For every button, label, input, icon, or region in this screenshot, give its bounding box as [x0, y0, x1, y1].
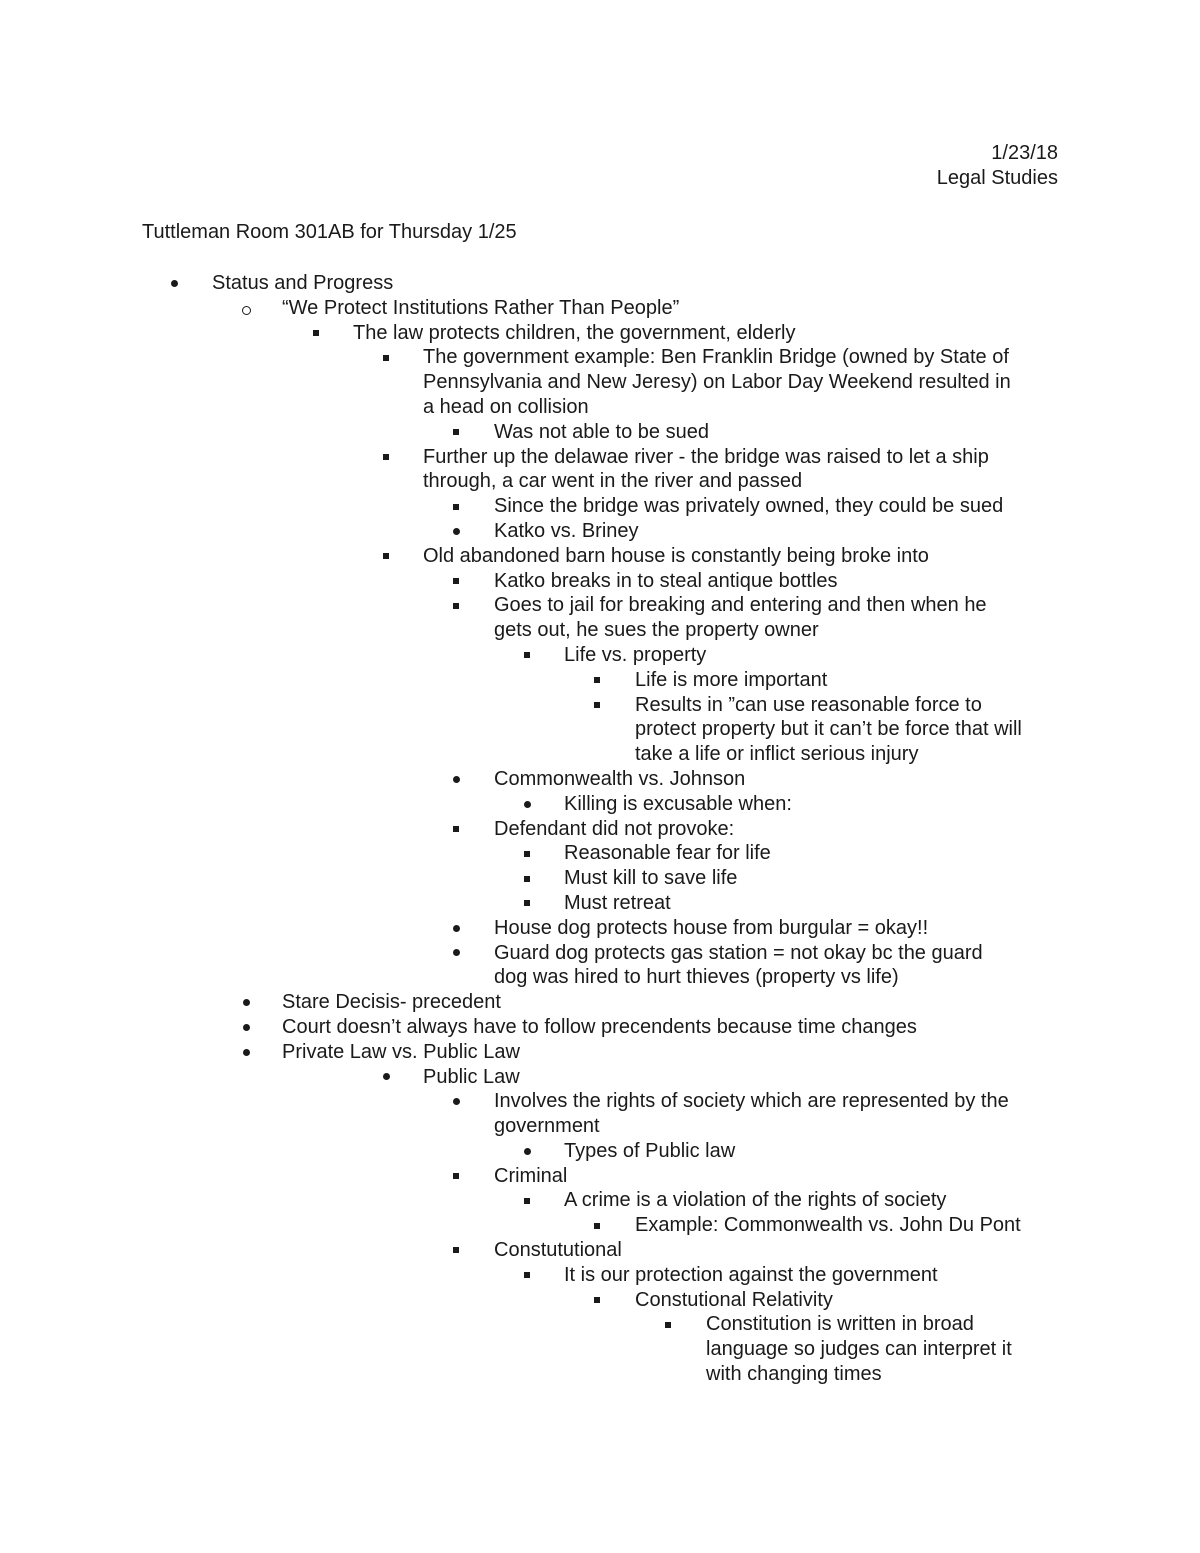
- list-item-text: The law protects children, the government, elderly: [353, 321, 796, 344]
- disc-bullet-icon: [167, 271, 181, 296]
- list-item-text: Private Law vs. Public Law: [282, 1040, 520, 1063]
- list-item-text: Example: Commonwealth vs. John Du Pont: [635, 1214, 1021, 1237]
- list-item-text: It is our protection against the government: [564, 1263, 938, 1286]
- list-item-text: Goes to jail for breaking and entering and then when he: [494, 594, 987, 617]
- list-item: [0, 1238, 1200, 1263]
- list-item-text: Constututional: [494, 1239, 622, 1262]
- list-item-text: Must kill to save life: [564, 867, 738, 890]
- square-bullet-icon: [590, 1288, 604, 1313]
- list-item-text: Involves the rights of society which are represented by the: [494, 1090, 1009, 1113]
- list-item-text: Killing is excusable when:: [564, 792, 792, 815]
- list-item-text: The government example: Ben Franklin Bridge (owned by State of: [423, 346, 1009, 369]
- list-item: [0, 395, 1200, 420]
- square-bullet-icon: [520, 1263, 534, 1288]
- list-item-text: take a life or inflict serious injury: [635, 743, 919, 766]
- list-item-text: Commonwealth vs. Johnson: [494, 767, 746, 790]
- list-item: [0, 370, 1200, 395]
- disc-bullet-icon: [449, 767, 463, 792]
- square-bullet-icon: [520, 1188, 534, 1213]
- list-item: [0, 544, 1200, 569]
- list-item: [0, 569, 1200, 594]
- list-item: [0, 668, 1200, 693]
- square-bullet-icon: [379, 544, 393, 569]
- list-item-text: Public Law: [423, 1065, 520, 1088]
- list-item-text: Katko vs. Briney: [494, 519, 639, 542]
- list-item: [0, 1065, 1200, 1090]
- list-item: [0, 469, 1200, 494]
- list-item: [0, 965, 1200, 990]
- list-item: [0, 1312, 1200, 1337]
- notes-outline: [0, 271, 1200, 1387]
- list-item: [0, 1213, 1200, 1238]
- list-item: [0, 494, 1200, 519]
- list-item-text: Court doesn’t always have to follow precendents because time changes: [282, 1015, 917, 1038]
- square-bullet-icon: [449, 1238, 463, 1263]
- square-bullet-icon: [449, 1164, 463, 1189]
- list-item: [0, 296, 1200, 321]
- list-item: [0, 891, 1200, 916]
- list-item: [0, 618, 1200, 643]
- list-item-text: a head on collision: [423, 395, 589, 418]
- list-item-text: protect property but it can’t be force that will: [635, 718, 1022, 741]
- square-bullet-icon: [590, 693, 604, 718]
- list-item: [0, 1188, 1200, 1213]
- square-bullet-icon: [449, 569, 463, 594]
- list-item: [0, 767, 1200, 792]
- list-item-text: House dog protects house from burgular = okay!!: [494, 916, 929, 939]
- disc-bullet-icon: [239, 990, 253, 1015]
- disc-bullet-icon: [379, 1065, 393, 1090]
- list-item-text: Life is more important: [635, 668, 828, 691]
- list-item-text: with changing times: [706, 1363, 882, 1386]
- disc-bullet-icon: [239, 1040, 253, 1065]
- square-bullet-icon: [379, 345, 393, 370]
- list-item: [0, 792, 1200, 817]
- square-bullet-icon: [520, 866, 534, 891]
- list-item-text: Types of Public law: [564, 1139, 736, 1162]
- list-item-text: through, a car went in the river and passed: [423, 470, 803, 493]
- square-bullet-icon: [520, 643, 534, 668]
- list-item: [0, 916, 1200, 941]
- list-item: [0, 420, 1200, 445]
- list-item-text: gets out, he sues the property owner: [494, 619, 819, 642]
- square-bullet-icon: [590, 1213, 604, 1238]
- list-item: [0, 866, 1200, 891]
- list-item: [0, 941, 1200, 966]
- list-item-text: “We Protect Institutions Rather Than People”: [282, 296, 680, 319]
- list-item-text: Stare Decisis- precedent: [282, 991, 501, 1014]
- list-item: [0, 742, 1200, 767]
- list-item: [0, 519, 1200, 544]
- disc-bullet-icon: [449, 916, 463, 941]
- list-item-text: Constitution is written in broad: [706, 1313, 974, 1336]
- list-item-text: Life vs. property: [564, 643, 707, 666]
- list-item: [0, 1040, 1200, 1065]
- list-item: [0, 817, 1200, 842]
- list-item-text: Criminal: [494, 1164, 568, 1187]
- disc-bullet-icon: [449, 941, 463, 966]
- list-item-text: government: [494, 1115, 600, 1138]
- disc-bullet-icon: [239, 1015, 253, 1040]
- list-item-text: Guard dog protects gas station = not okay bc the guard: [494, 941, 983, 964]
- square-bullet-icon: [449, 817, 463, 842]
- list-item: [0, 445, 1200, 470]
- square-bullet-icon: [309, 321, 323, 346]
- list-item: [0, 1015, 1200, 1040]
- list-item: [0, 593, 1200, 618]
- page-title: Tuttleman Room 301AB for Thursday 1/25: [142, 221, 517, 243]
- square-bullet-icon: [520, 891, 534, 916]
- square-bullet-icon: [449, 420, 463, 445]
- square-bullet-icon: [449, 593, 463, 618]
- list-item: [0, 643, 1200, 668]
- list-item-text: A crime is a violation of the rights of society: [564, 1189, 947, 1212]
- date-header: 1/23/18: [991, 142, 1058, 164]
- list-item-text: dog was hired to hurt thieves (property vs life): [494, 966, 899, 989]
- course-header: Legal Studies: [936, 167, 1058, 189]
- list-item: [0, 345, 1200, 370]
- list-item: [0, 1362, 1200, 1387]
- list-item-text: Reasonable fear for life: [564, 842, 771, 865]
- disc-bullet-icon: [520, 792, 534, 817]
- list-item: [0, 271, 1200, 296]
- list-item: [0, 990, 1200, 1015]
- list-item: [0, 693, 1200, 718]
- list-item: [0, 1089, 1200, 1114]
- list-item-text: language so judges can interpret it: [706, 1338, 1012, 1361]
- list-item: [0, 1337, 1200, 1362]
- circle-bullet-icon: [239, 296, 253, 321]
- list-item-text: Pennsylvania and New Jeresy) on Labor Day Weekend resulted in: [423, 371, 1011, 394]
- list-item: [0, 1139, 1200, 1164]
- disc-bullet-icon: [449, 519, 463, 544]
- list-item: [0, 717, 1200, 742]
- list-item: [0, 1114, 1200, 1139]
- square-bullet-icon: [661, 1312, 675, 1337]
- square-bullet-icon: [449, 494, 463, 519]
- disc-bullet-icon: [520, 1139, 534, 1164]
- list-item: [0, 1263, 1200, 1288]
- list-item-text: Must retreat: [564, 891, 671, 914]
- square-bullet-icon: [520, 841, 534, 866]
- list-item: [0, 321, 1200, 346]
- disc-bullet-icon: [449, 1089, 463, 1114]
- square-bullet-icon: [590, 668, 604, 693]
- list-item: [0, 1164, 1200, 1189]
- list-item-text: Results in ”can use reasonable force to: [635, 693, 982, 716]
- list-item-text: Further up the delawae river - the bridge was raised to let a ship: [423, 445, 989, 468]
- list-item: [0, 1288, 1200, 1313]
- square-bullet-icon: [379, 445, 393, 470]
- list-item-text: Katko breaks in to steal antique bottles: [494, 569, 838, 592]
- list-item-text: Status and Progress: [212, 272, 394, 294]
- list-item-text: Constutional Relativity: [635, 1288, 833, 1311]
- list-item-text: Old abandoned barn house is constantly being broke into: [423, 544, 929, 567]
- list-item-text: Defendant did not provoke:: [494, 817, 735, 840]
- list-item: [0, 841, 1200, 866]
- list-item-text: Was not able to be sued: [494, 420, 709, 443]
- list-item-text: Since the bridge was privately owned, they could be sued: [494, 495, 1004, 518]
